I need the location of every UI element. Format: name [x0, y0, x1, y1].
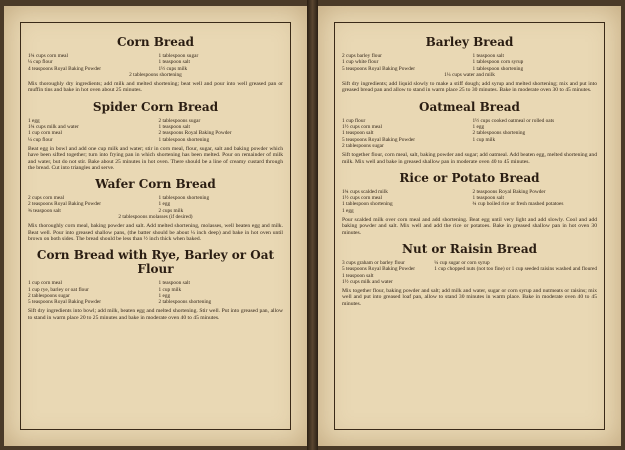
recipe-title: Spider Corn Bread — [92, 99, 219, 114]
ingredient: 1½ cups corn meal — [342, 124, 383, 131]
ingredient: 1¾ cups corn meal — [28, 53, 69, 59]
ingredient-column-left — [28, 195, 153, 214]
ingredient: 1½ cups cooked oatmeal or rolled oats — [472, 117, 555, 124]
ingredient: 2 cups barley flour — [342, 53, 382, 59]
ingredient-column-left — [342, 53, 467, 72]
ingredient-list — [342, 189, 597, 214]
ingredient-column-right — [153, 280, 284, 305]
ingredient: 1 egg — [158, 201, 171, 208]
recipe-method: Mix thoroughly dry ingredients; add milk and melted shortening; beat well and pour into well greased pan or muffin tins and bake in hot oven about 25 minutes. — [28, 81, 283, 94]
recipe-title: Nut or Raisin Bread — [402, 241, 537, 256]
ingredient: 2 cups corn meal — [28, 195, 65, 202]
ingredient: 1 tablespoon corn syrup — [472, 59, 524, 66]
ingredient-column-right — [467, 189, 598, 214]
ingredient: ¼ cup flour — [28, 59, 53, 66]
ingredient-centered: 2 tablespoons molasses (if desired) — [118, 214, 193, 221]
ingredient-column-left — [28, 53, 153, 72]
ingredient: 1 egg — [158, 292, 171, 299]
ingredient: 4 teaspoons Royal Baking Powder — [28, 65, 101, 72]
recipe — [28, 248, 283, 321]
ingredient-list — [28, 53, 283, 72]
ingredient-list — [28, 280, 283, 305]
recipe-method: Sift together flour, corn meal, salt, baking powder and sugar; add oatmeal. Add beaten egg, melted shortening and milk. Mix well and bake in greased shallow pan in moderate oven 40 to 45 minutes. — [342, 152, 597, 165]
ingredient: 2 teaspoons Royal Baking Powder — [472, 188, 546, 195]
ingredient-list — [342, 260, 597, 285]
ingredient: 1 tablespoon shortening — [158, 136, 210, 143]
ingredient-column-right — [153, 195, 284, 214]
ingredient: 1½ cups milk — [158, 65, 188, 72]
ingredient: 2 tablespoons shortening — [158, 299, 212, 306]
recipe-title: Rice or Potato Bread — [399, 170, 540, 185]
ingredient-column-right — [153, 53, 284, 72]
ingredient-column-left — [342, 118, 467, 149]
ingredient: 2 tablespoons sugar — [28, 292, 70, 299]
ingredient: 1 cup flour — [342, 117, 366, 124]
ingredient: 5 teaspoons Royal Baking Powder — [342, 136, 415, 143]
ingredient: 2 cups milk — [158, 207, 184, 214]
recipe-method: Pour scalded milk over corn meal and add shortening. Beat egg until very light and add slowly. Cool and add baking powder and salt. Mix well and add the rice or potatoes. Bake in greased shallow pan in hot oven 30 minutes. — [342, 217, 597, 236]
ingredient-column-left — [28, 280, 153, 305]
recipe-method: Mix thoroughly corn meal, baking powder and salt. Add melted shortening, molasses, well beaten egg and milk. Beat well. Pour into greased shallow pans, (the batter should be about ¼ inch deep) and bake in hot oven until brown on both sides. The bread should be less than ½ inch thick when baked. — [28, 223, 283, 242]
recipe — [28, 177, 283, 242]
ingredient-list — [342, 118, 597, 149]
ingredient-column-right — [467, 118, 598, 149]
ingredient: 1 teaspoon salt — [342, 272, 374, 279]
ingredient-column-left — [342, 260, 428, 285]
recipe-method: Mix together flour, baking powder and salt; add milk and water, sugar or corn syrup and nutmeats or raisins; mix well and put into greased loaf pan, allow to stand 30 minutes in warm place. Bake in moderate oven 40 to 45 minutes. — [342, 288, 597, 307]
ingredient: 1 cup chopped nuts (not too fine) or 1 cup seeded raisins washed and floured — [434, 266, 597, 273]
ingredient: 1 egg — [342, 207, 354, 214]
ingredient-list — [28, 195, 283, 214]
ingredient: 5 teaspoons Royal Baking Powder — [28, 299, 101, 306]
right-page-content — [342, 32, 597, 426]
ingredient-column-right — [467, 53, 598, 72]
ingredient-centered: 2 tablespoons shortening — [129, 71, 182, 78]
recipe — [342, 171, 597, 236]
ingredient-list — [342, 53, 597, 72]
recipe — [342, 242, 597, 307]
ingredient: 2 teaspoons Royal Baking Powder — [158, 130, 232, 137]
ingredient: 1 tablespoon shortening — [158, 195, 210, 202]
right-page — [318, 6, 621, 446]
ingredient: 1 teaspoon salt — [158, 280, 190, 287]
ingredient: 5 teaspoons Royal Baking Powder — [342, 65, 415, 72]
ingredient: 1 cup white flour — [342, 59, 379, 66]
ingredient: 1 teaspoon salt — [472, 53, 504, 59]
recipe-title: Corn Bread — [116, 35, 195, 49]
ingredient: 1½ cups corn meal — [342, 195, 383, 202]
ingredient: 1 tablespoon shortening — [342, 201, 393, 208]
ingredient: 1¾ cups scalded milk — [342, 188, 388, 195]
ingredient: 1 cup corn meal — [28, 280, 62, 287]
ingredient-column-left — [28, 118, 153, 143]
left-page-content — [28, 32, 283, 426]
recipe-method: Beat egg in bowl and add one cup milk and water; stir in corn meal, flour, sugar, salt and baking powder which have been sifted together; turn into frying pan in which shortening has been melted. Pour on remainder of milk and water, but do not stir. Bake about 25 minutes in hot oven. There should be a line of creamy custard through the bread. Cut into triangles and serve. — [28, 145, 283, 171]
ingredient: ¾ teaspoon salt — [28, 207, 61, 214]
recipe-method: Sift dry ingredients into bowl; add milk, beaten egg and melted shortening. Stir well. Put into greased pan, allow to stand in warm place 20 to 25 minutes and bake in moderate oven 40 to 45 minutes. — [28, 308, 283, 321]
ingredient: 2 tablespoons sugar — [158, 117, 201, 124]
ingredient: 2 tablespoons sugar — [342, 142, 384, 149]
recipe-title: Barley Bread — [425, 35, 514, 49]
ingredient: 1¾ cups milk and water — [28, 124, 79, 131]
recipe — [28, 100, 283, 171]
ingredient: 3 cups graham or barley flour — [342, 259, 405, 266]
ingredient-column-right — [153, 118, 284, 143]
ingredient: 1½ cups milk and water — [342, 278, 393, 285]
ingredient: 1 tablespoon shortening — [472, 65, 524, 72]
recipe-title: Corn Bread with Rye, Barley or Oat Flour — [36, 248, 275, 277]
ingredient: 1 egg — [28, 117, 40, 124]
ingredient: ¼ cup sugar or corn syrup — [434, 259, 490, 266]
ingredient: 1 egg — [472, 124, 485, 131]
ingredient: 1 cup milk — [158, 286, 182, 293]
ingredient-column-right — [428, 260, 597, 285]
ingredient: 1 teaspoon salt — [158, 59, 190, 66]
ingredient: 2 teaspoons Royal Baking Powder — [28, 201, 101, 208]
recipe-title: Wafer Corn Bread — [95, 177, 216, 192]
ingredient: 5 teaspoons Royal Baking Powder — [342, 266, 415, 273]
ingredient: 1 cup rye, barley or oat flour — [28, 286, 89, 293]
recipe — [342, 100, 597, 165]
left-page — [4, 6, 307, 446]
recipe — [28, 35, 283, 94]
recipe-method: Sift dry ingredients; add liquid slowly to make a stiff dough; add syrup and melted shortening; mix and put into greased bread pan and allow to stand in warm place 25 to 30 minutes. Bake in moderate oven 30 to 45 minutes. — [342, 81, 597, 94]
ingredient: ¼ cup flour — [28, 136, 53, 143]
ingredient: 1 teaspoon salt — [158, 124, 190, 131]
recipe — [342, 35, 597, 94]
ingredient-column-left — [342, 189, 467, 214]
ingredient-list — [28, 118, 283, 143]
ingredient: 1 tablespoon sugar — [158, 53, 199, 59]
book-gutter — [307, 0, 318, 450]
recipe-title: Oatmeal Bread — [419, 99, 520, 114]
ingredient: ¾ cup boiled rice or fresh mashed potatoes — [472, 201, 564, 208]
ingredient: 2 tablespoons shortening — [472, 130, 526, 137]
ingredient: 1 cup corn meal — [28, 130, 62, 137]
ingredient-centered: 1¼ cups water and milk — [444, 71, 495, 78]
ingredient: 1 cup milk — [472, 136, 496, 143]
ingredient: 1 teaspoon salt — [342, 130, 374, 137]
ingredient: 1 teaspoon salt — [472, 195, 504, 202]
